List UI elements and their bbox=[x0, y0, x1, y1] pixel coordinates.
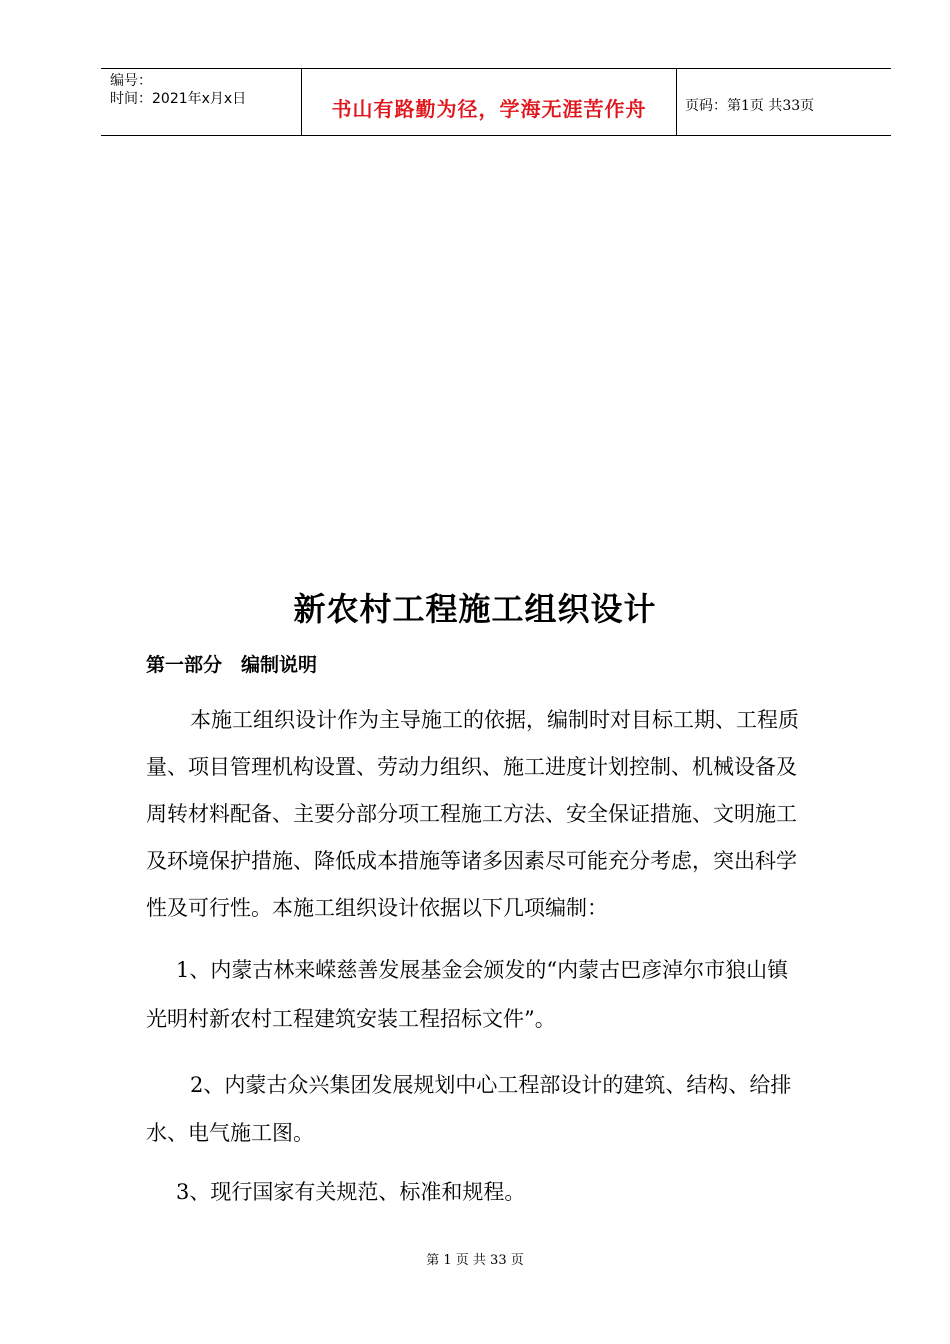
intro-line: 本施工组织设计作为主导施工的依据，编制时对目标工期、工程质 bbox=[190, 708, 799, 732]
header-motto: 书山有路勤为径，学海无涯苦作舟 bbox=[331, 97, 647, 121]
header-page-cell bbox=[677, 69, 891, 135]
page-header bbox=[101, 68, 891, 136]
intro-line: 量、项目管理机构设置、劳动力组织、施工进度计划控制、机械设备及 bbox=[146, 755, 797, 779]
document-date-label: 时间：2021年x月x日 bbox=[110, 91, 247, 107]
list-item-1-line: 光明村新农村工程建筑安装工程招标文件”。 bbox=[146, 1007, 556, 1031]
intro-line: 周转材料配备、主要分部分项工程施工方法、安全保证措施、文明施工 bbox=[146, 802, 797, 826]
list-item-1-line: 1、内蒙古林来嵘慈善发展基金会颁发的“内蒙古巴彦淖尔市狼山镇 bbox=[176, 958, 789, 982]
section-heading: 第一部分 编制说明 bbox=[146, 654, 318, 676]
header-motto-cell bbox=[302, 69, 677, 135]
intro-line: 性及可行性。本施工组织设计依据以下几项编制： bbox=[146, 896, 608, 920]
list-item-2-line: 2、内蒙古众兴集团发展规划中心工程部设计的建筑、结构、给排 bbox=[190, 1073, 792, 1097]
header-page-info: 页码：第1页 共33页 bbox=[685, 98, 815, 114]
intro-line: 及环境保护措施、降低成本措施等诸多因素尽可能充分考虑，突出科学 bbox=[146, 849, 797, 873]
document-title: 新农村工程施工组织设计 bbox=[293, 590, 657, 628]
header-meta-cell bbox=[101, 69, 302, 135]
list-item-2-line: 水、电气施工图。 bbox=[146, 1121, 314, 1145]
document-number-label: 编号： bbox=[110, 73, 152, 89]
page-footer: 第 1 页 共 33 页 bbox=[426, 1253, 524, 1268]
list-item-3-line: 3、现行国家有关规范、标准和规程。 bbox=[176, 1180, 526, 1204]
